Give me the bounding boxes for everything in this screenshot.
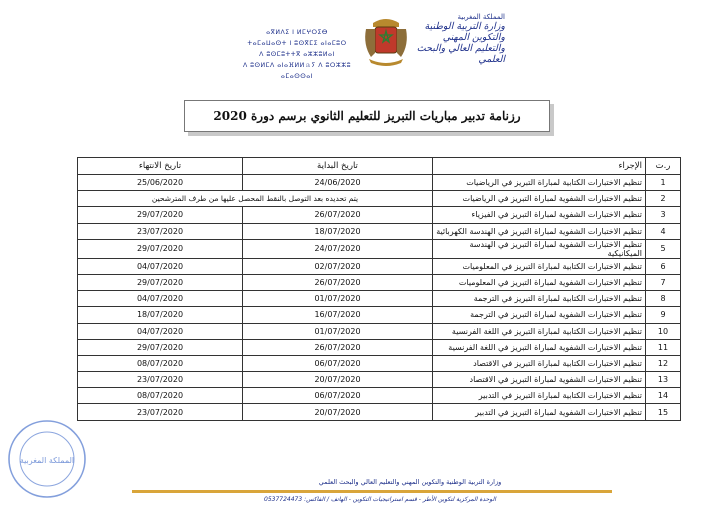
row-start: 24/06/2020 <box>243 175 433 191</box>
table-header-row <box>78 158 681 175</box>
row-end: 08/07/2020 <box>78 355 243 371</box>
header-start: تاريخ البداية <box>243 158 433 175</box>
row-start: 01/07/2020 <box>243 291 433 307</box>
ministry-name-tifinagh <box>232 27 362 82</box>
row-num: 5 <box>646 239 681 258</box>
table-row <box>78 355 681 371</box>
table-row <box>78 291 681 307</box>
row-end: 29/07/2020 <box>78 274 243 290</box>
header-line: والتعليم العالي والبحث العلمي <box>416 43 505 65</box>
header-line: ⴷ ⵓⵙⵎⵓⵜⵜⴳ ⴰⵣⵣⵓⵍⴰⵏ <box>259 51 335 58</box>
row-end: 04/07/2020 <box>78 258 243 274</box>
footer-contact: الوحدة المركزية لتكوين الأطر - قسم استراتيجيات التكوين - الهاتف / الفاكس: 0537724473 <box>264 496 496 503</box>
header-num: ر.ت <box>646 158 681 175</box>
row-start: 26/07/2020 <box>243 339 433 355</box>
row-num: 11 <box>646 339 681 355</box>
footer-divider <box>132 490 612 493</box>
row-start: 18/07/2020 <box>243 223 433 239</box>
row-start: 20/07/2020 <box>243 404 433 420</box>
row-end: 23/07/2020 <box>78 404 243 420</box>
row-action: تنظيم الاختبارات الشفوية لمباراة التبريز في التدبير <box>433 404 646 420</box>
ministry-name-arabic <box>395 13 505 65</box>
row-action: تنظيم الاختبارات الكتابية لمباراة التبريز في الرياضيات <box>433 175 646 191</box>
row-num: 13 <box>646 372 681 388</box>
footer-ministry: وزارة التربية الوطنية والتكوين المهني والتعليم العالي والبحث العلمي <box>318 478 502 486</box>
row-action: تنظيم الاختبارات الشفوية لمباراة التبريز في اللغة الفرنسية <box>433 339 646 355</box>
row-num: 12 <box>646 355 681 371</box>
row-num: 10 <box>646 323 681 339</box>
table-row <box>78 404 681 420</box>
document-title: رزنامة تدبير مباريات التبريز للتعليم الثانوي برسم دورة 2020 <box>213 109 521 123</box>
schedule-table <box>77 157 681 421</box>
table-row <box>78 207 681 223</box>
header-line: والتكوين المهني <box>442 32 505 43</box>
row-start: 20/07/2020 <box>243 372 433 388</box>
row-action: تنظيم الاختبارات الكتابية لمباراة التبريز في المعلوميات <box>433 258 646 274</box>
header-action: الإجراء <box>433 158 646 175</box>
row-action: تنظيم الاختبارات الشفوية لمباراة التبريز في الاقتصاد <box>433 372 646 388</box>
header-line: المملكة المغربية <box>457 13 505 21</box>
row-action: تنظيم الاختبارات الشفوية لمباراة التبريز في المعلوميات <box>433 274 646 290</box>
row-start: 01/07/2020 <box>243 323 433 339</box>
header-line: ⴰⴳⵍⴷⵉ ⵏ ⵍⵎⵖⵔⵉⴱ <box>266 29 328 36</box>
coat-of-arms-emblem <box>363 15 409 67</box>
row-end: 29/07/2020 <box>78 207 243 223</box>
table-row <box>78 372 681 388</box>
table-row <box>78 274 681 290</box>
official-stamp <box>6 418 88 500</box>
header-line: وزارة التربية الوطنية <box>424 21 505 32</box>
table-row <box>78 323 681 339</box>
row-start: 26/07/2020 <box>243 207 433 223</box>
table-row <box>78 339 681 355</box>
row-action: تنظيم الاختبارات الكتابية لمباراة التبريز في اللغة الفرنسية <box>433 323 646 339</box>
row-num: 2 <box>646 191 681 207</box>
row-num: 4 <box>646 223 681 239</box>
header-end: تاريخ الانتهاء <box>78 158 243 175</box>
row-action: تنظيم الاختبارات الكتابية لمباراة التبريز في الاقتصاد <box>433 355 646 371</box>
row-end: 04/07/2020 <box>78 323 243 339</box>
row-start: 06/07/2020 <box>243 388 433 404</box>
row-end: 08/07/2020 <box>78 388 243 404</box>
table-row <box>78 175 681 191</box>
row-action: تنظيم الاختبارات الشفوية لمباراة التبريز في الهندسة الكهربائية <box>433 223 646 239</box>
row-end: 23/07/2020 <box>78 372 243 388</box>
row-num: 15 <box>646 404 681 420</box>
row-action: تنظيم الاختبارات الشفوية لمباراة التبريز في الفيزياء <box>433 207 646 223</box>
row-start: 06/07/2020 <box>243 355 433 371</box>
row-end: 25/06/2020 <box>78 175 243 191</box>
row-num: 14 <box>646 388 681 404</box>
row-start: 16/07/2020 <box>243 307 433 323</box>
row-action: تنظيم الاختبارات الشفوية لمباراة التبريز في الترجمة <box>433 307 646 323</box>
row-note: يتم تحديده بعد التوصل بالنقط المحصل عليها من طرف المترشحين <box>78 191 433 207</box>
row-num: 1 <box>646 175 681 191</box>
row-num: 6 <box>646 258 681 274</box>
row-action: تنظيم الاختبارات الكتابية لمباراة التبريز في التدبير <box>433 388 646 404</box>
table-row <box>78 307 681 323</box>
row-start: 24/07/2020 <box>243 239 433 258</box>
row-end: 18/07/2020 <box>78 307 243 323</box>
row-end: 04/07/2020 <box>78 291 243 307</box>
row-start: 26/07/2020 <box>243 274 433 290</box>
row-action: تنظيم الاختبارات الشفوية لمباراة التبريز في الرياضيات <box>433 191 646 207</box>
stamp-text: المملكة المغربية <box>19 456 75 465</box>
header-line: ⴷ ⵓⵙⵍⵎⴷ ⴰⵏⴰⴼⵍⵍａⵢ ⴷ ⵓⵔⵣⵣⵓ ⴰⵎⴰⵙⵙⴰⵏ <box>242 62 352 80</box>
row-action: تنظيم الاختبارات الشفوية لمباراة التبريز في الهندسة الميكانيكية <box>433 239 646 258</box>
row-end: 29/07/2020 <box>78 239 243 258</box>
row-num: 7 <box>646 274 681 290</box>
table-row <box>78 388 681 404</box>
row-end: 29/07/2020 <box>78 339 243 355</box>
row-num: 3 <box>646 207 681 223</box>
row-start: 02/07/2020 <box>243 258 433 274</box>
row-num: 8 <box>646 291 681 307</box>
row-action: تنظيم الاختبارات الكتابية لمباراة التبريز في الترجمة <box>433 291 646 307</box>
row-end: 23/07/2020 <box>78 223 243 239</box>
document-title-box <box>184 100 550 132</box>
table-row <box>78 258 681 274</box>
header-line: ⵜⴰⵎⴰⵡⴰⵙⵜ ⵏ ⵓⵙⴳⵎⵉ ⴰⵏⴰⵎⵓⵔ <box>247 40 347 47</box>
row-num: 9 <box>646 307 681 323</box>
table-row <box>78 239 681 258</box>
table-row <box>78 191 681 207</box>
table-row <box>78 223 681 239</box>
